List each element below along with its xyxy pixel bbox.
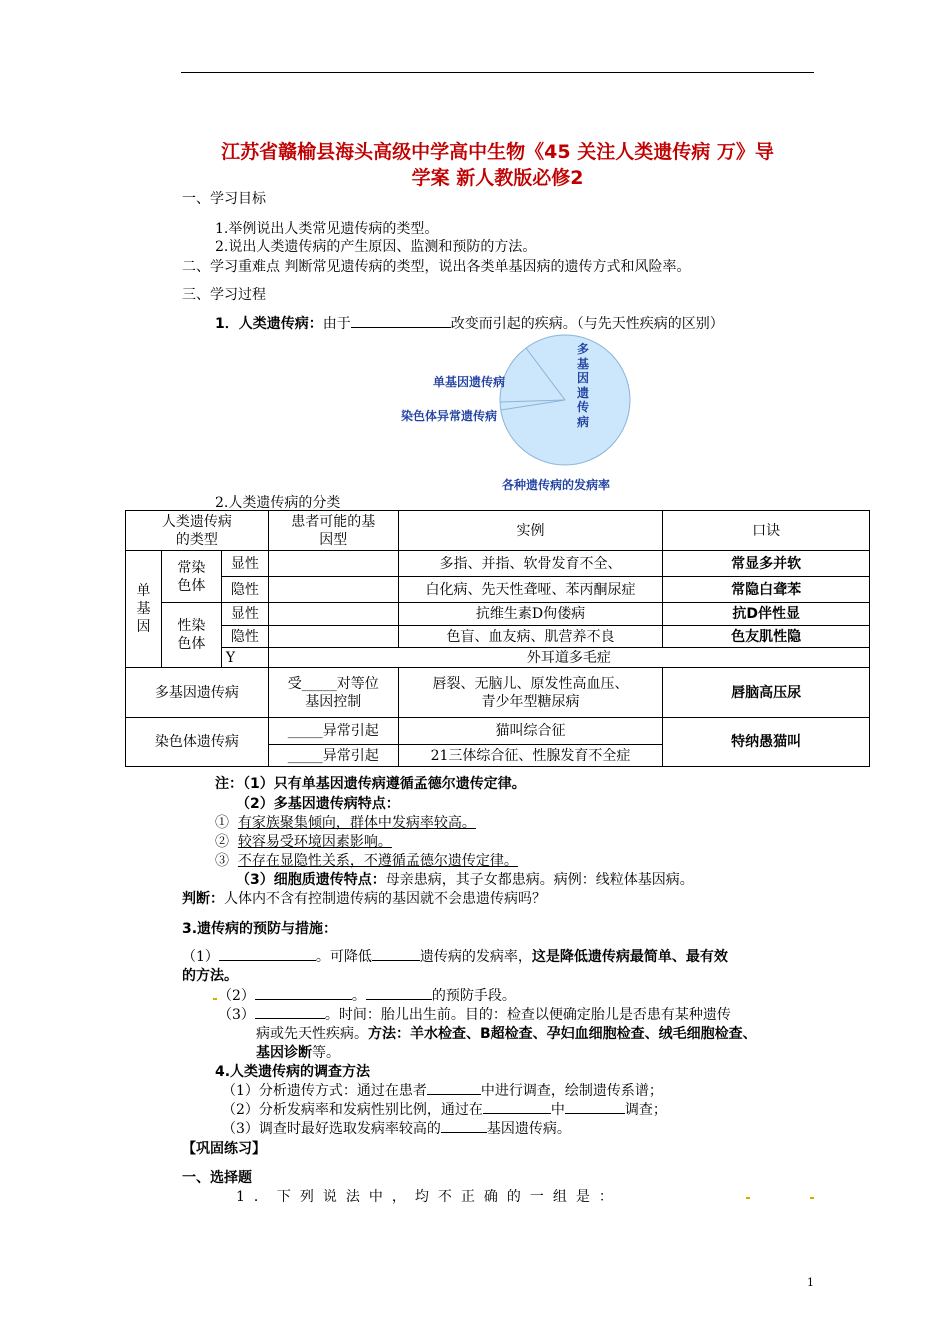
note1: 注：（1）只有单基因遗传病遵循孟德尔遗传定律。 <box>215 776 526 792</box>
p3-item1-blank2[interactable] <box>372 946 420 961</box>
pie-caption: 各种遗传病的发病率 <box>502 478 611 492</box>
cell-genotype-blank[interactable] <box>268 626 398 648</box>
judge <box>182 888 546 908</box>
p1-post: 改变而引起的疾病。（与先天性疾病的区别） <box>450 316 724 332</box>
p3-item1-post: 遗传病的发病率， <box>419 949 532 965</box>
note2-item3-text: 不存在显隐性关系，不遵循孟德尔遗传定律。 <box>237 853 518 869</box>
p4-item2 <box>222 1099 667 1119</box>
cell-chromosomal: 染色体遗传病 <box>126 718 269 767</box>
p4-item2-blank1[interactable] <box>483 1099 551 1114</box>
note2-item3-num: ③ <box>215 853 229 869</box>
cell-poly-example: 唇裂、无脑儿、原发性高血压、 青少年型糖尿病 <box>398 668 663 718</box>
p4-item1-blank[interactable] <box>427 1080 481 1095</box>
p4-item3-post: 基因遗传病。 <box>486 1121 571 1137</box>
p1-label: 1．人类遗传病： <box>215 316 323 332</box>
classification-table <box>125 510 870 767</box>
cell-dominant: 显性 <box>221 551 268 577</box>
cell-example: 色盲、血友病、肌营养不良 <box>398 626 663 648</box>
p3-item1-bold: 这是降低遗传病最简单、最有效 <box>531 949 728 965</box>
p4-item1 <box>222 1080 663 1100</box>
cell-recessive: 隐性 <box>221 626 268 648</box>
artifact-dot <box>810 1197 814 1199</box>
p4-item1-pre: （1）分析遗传方式：通过在患者 <box>222 1083 427 1099</box>
p3-item3-line2 <box>256 1023 757 1043</box>
cell-autosome: 常染 色体 <box>161 551 221 603</box>
table-row <box>126 648 870 668</box>
p3-item2-mid: 。 <box>351 988 366 1004</box>
practice-heading: 【巩固练习】 <box>182 1141 266 1157</box>
th-genotype: 患者可能的基 因型 <box>268 511 398 551</box>
note2-item1 <box>215 812 476 832</box>
table-row <box>126 551 870 577</box>
doc-title-line2: 学案 新人教版必修2 <box>411 167 584 189</box>
cell-example: 21三体综合征、性腺发育不全症 <box>398 745 663 767</box>
p3-item1 <box>182 946 728 966</box>
choice-heading: 一、选择题 <box>182 1170 252 1186</box>
p4-item3-blank[interactable] <box>441 1118 487 1133</box>
cell-example: 白化病、先天性聋哑、苯丙酮尿症 <box>398 577 663 603</box>
p3-item3-line3a: 基因诊断 <box>256 1045 312 1061</box>
cell-genotype-blank[interactable] <box>268 551 398 577</box>
s1-heading: 一、学习目标 <box>182 191 266 207</box>
note2-item1-num: ① <box>215 815 229 831</box>
p4-item2-pre: （2）分析发病率和发病性别比例，通过在 <box>222 1102 483 1118</box>
judge-label: 判断： <box>182 891 224 907</box>
cell-poly-genotype: 受_____对等位 基因控制 <box>268 668 398 718</box>
note2-item2-num: ② <box>215 834 229 850</box>
pie-label-chrom: 染色体异常遗传病 <box>401 409 498 423</box>
cell-mnemonic: 色友肌性隐 <box>663 626 870 648</box>
table-row <box>126 626 870 648</box>
cell-chrom-genotype1: _____异常引起 <box>268 718 398 745</box>
s2-heading: 二、学习重难点 判断常见遗传病的类型，说出各类单基因病的遗传方式和风险率。 <box>182 259 691 275</box>
note2-item2 <box>215 831 392 851</box>
cell-sex-chromosome: 性染 色体 <box>161 603 221 668</box>
p4-item3 <box>222 1118 571 1138</box>
p3-item2 <box>218 985 516 1005</box>
p1-pre: 由于 <box>322 316 351 332</box>
p3-item1-bold2: 的方法。 <box>182 968 238 984</box>
pie-label-single: 单基因遗传病 <box>433 375 506 389</box>
cell-y: Y <box>221 648 268 668</box>
cell-recessive: 隐性 <box>221 577 268 603</box>
p3-item1-blank1[interactable] <box>219 946 316 961</box>
table-row <box>126 577 870 603</box>
note2: （2）多基因遗传病特点： <box>236 796 400 812</box>
artifact-dot <box>746 1197 750 1199</box>
header-rule <box>181 72 814 73</box>
p3-item3 <box>218 1004 731 1024</box>
cell-genotype-blank[interactable] <box>268 603 398 626</box>
cell-mnemonic: 特纳愚猫叫 <box>663 718 870 767</box>
th-mnemonic: 口诀 <box>663 511 870 551</box>
p4-item2-blank2[interactable] <box>565 1099 625 1114</box>
incidence-pie <box>470 330 640 470</box>
doc-title-line1: 江苏省赣榆县海头高级中学高中生物《45 关注人类遗传病 万》导 <box>221 141 774 163</box>
th-example: 实例 <box>398 511 663 551</box>
p3-heading: 3.遗传病的预防与措施： <box>182 921 338 937</box>
p3-item3-line3b: 等。 <box>312 1045 340 1061</box>
cell-polygenic: 多基因遗传病 <box>126 668 269 718</box>
cell-example: 多指、并指、软骨发育不全、 <box>398 551 663 577</box>
cell-mnemonic: 唇脑高压尿 <box>663 668 870 718</box>
p3-item2-blank2[interactable] <box>366 985 432 1000</box>
th-type: 人类遗传病 的类型 <box>126 511 269 551</box>
p3-item3-mid: 。时间：胎儿出生前。目的：检查以便确定胎儿是否患有某种遗传 <box>324 1007 731 1023</box>
cell-example: 外耳道多毛症 <box>268 648 869 668</box>
question-1: 1．下列说法中，均不正确的一组是： <box>236 1189 622 1205</box>
p3-item1-mid: 。可降低 <box>315 949 372 965</box>
p3-item3-line3 <box>256 1042 340 1062</box>
note2-item1-text: 有家族聚集倾向，群体中发病率较高。 <box>237 815 476 831</box>
cell-example: 抗维生素D佝偻病 <box>398 603 663 626</box>
pie-label-multi: 多 基 因 遗 传 病 <box>576 342 589 429</box>
p3-item3-pre: （3） <box>218 1007 255 1023</box>
s1-item1: 1.举例说出人类常见遗传病的类型。 <box>215 221 439 237</box>
p3-item3-blank[interactable] <box>255 1004 325 1019</box>
cell-mnemonic: 抗D伴性显 <box>663 603 870 626</box>
p3-item2-post: 的预防手段。 <box>431 988 516 1004</box>
s3-heading: 三、学习过程 <box>182 287 266 303</box>
p4-item1-post: 中进行调查，绘制遗传系谱； <box>480 1083 663 1099</box>
p3-item3-line2b: 方法：羊水检查、B超检查、孕妇血细胞检查、绒毛细胞检查、 <box>368 1026 757 1042</box>
p3-item1-pre: （1） <box>182 949 219 965</box>
s1-item2: 2.说出人类遗传病的产生原因、监测和预防的方法。 <box>215 239 537 255</box>
p4-item3-pre: （3）调查时最好选取发病率较高的 <box>222 1121 441 1137</box>
note3-text: 母亲患病，其子女都患病。病例：线粒体基因病。 <box>385 872 694 888</box>
note2-item2-text: 较容易受环境因素影响。 <box>237 834 392 850</box>
cell-example: 猫叫综合征 <box>398 718 663 745</box>
p1-blank[interactable] <box>351 313 451 328</box>
table-row <box>126 603 870 626</box>
table-row <box>126 668 870 718</box>
cell-mnemonic: 常显多并软 <box>663 551 870 577</box>
table-row <box>126 718 870 745</box>
p3-item3-line2a: 病或先天性疾病。 <box>256 1026 368 1042</box>
artifact-dot <box>213 998 217 1000</box>
cell-single: 单 基 因 <box>126 551 162 668</box>
note2-item3 <box>215 850 518 870</box>
cell-mnemonic: 常隐白聋苯 <box>663 577 870 603</box>
page-number: 1 <box>807 1276 814 1289</box>
cell-dominant: 显性 <box>221 603 268 626</box>
note3-label: （3）细胞质遗传特点： <box>236 872 386 888</box>
table-caption: 2.人类遗传病的分类 <box>215 495 341 511</box>
p4-item2-post: 调查； <box>624 1102 667 1118</box>
table-header-row <box>126 511 870 551</box>
p3-item2-blank1[interactable] <box>255 985 352 1000</box>
p4-item2-mid: 中 <box>550 1102 565 1118</box>
note3 <box>236 869 694 889</box>
cell-chrom-genotype2: _____异常引起 <box>268 745 398 767</box>
p3-item2-pre: （2） <box>218 988 255 1004</box>
judge-text: 人体内不含有控制遗传病的基因就不会患遗传病吗？ <box>224 891 546 907</box>
cell-genotype-blank[interactable] <box>268 577 398 603</box>
p4-heading: 4.人类遗传病的调查方法 <box>215 1064 371 1080</box>
